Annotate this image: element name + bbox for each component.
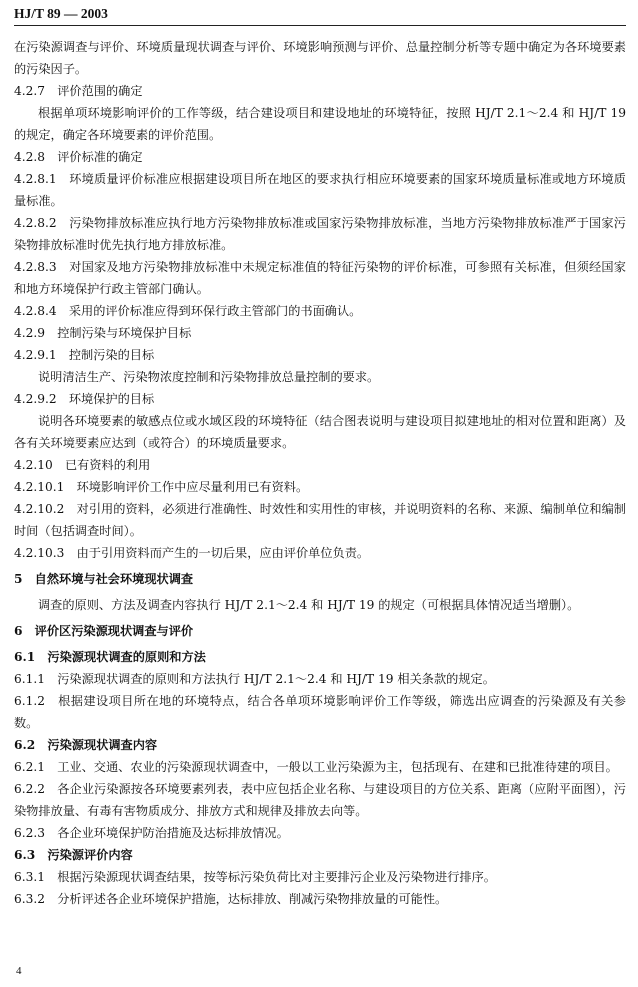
paragraph: 6.3.1 根据污染源现状调查结果，按等标污染负荷比对主要排污企业及污染物进行排序。	[14, 870, 496, 884]
paragraph: 6.3.2 分析评述各企业环境保护措施，达标排放、削减污染物排放量的可能性。	[14, 892, 448, 906]
paragraph: 根据单项环境影响评价的工作等级，结合建设项目和建设地址的环境特征，按照 HJ/T 2.1～2.4 和 HJ/T 19 的规定，确定各环境要素的评价范围。	[14, 106, 630, 142]
paragraph: 6.1.2 根据建设项目所在地的环境特点，结合各单项环境影响评价工作等级，筛选出应调查的污染源及有关参数。	[14, 694, 626, 730]
paragraph: 4.2.8 评价标准的确定	[14, 150, 143, 164]
paragraph: 4.2.9.2 环境保护的目标	[14, 392, 155, 406]
paragraph: 说明各环境要素的敏感点位或水域区段的环境特征（结合图表说明与建设项目拟建地址的相对位置和距离）及各有关环境要素应达到（或符合）的环境质量要求。	[14, 414, 626, 450]
paragraph: 在污染源调查与评价、环境质量现状调查与评价、环境影响预测与评价、总量控制分析等专题中确定为各环境要素的污染因子。	[14, 40, 626, 76]
paragraph: 6.2.2 各企业污染源按各环境要素列表，表中应包括企业名称、与建设项目的方位关系、距离（应附平面图），污染物排放量、有毒有害物质成分、排放方式和规律及排放去向等。	[14, 782, 626, 818]
paragraph: 4.2.8.2 污染物排放标准应执行地方污染物排放标准或国家污染物排放标准，当地方污染物排放标准严于国家污染物排放标准时优先执行地方排放标准。	[14, 216, 626, 252]
paragraph: 4.2.10.3 由于引用资料而产生的一切后果，应由评价单位负责。	[14, 546, 370, 560]
paragraph: 4.2.10.1 环境影响评价工作中应尽量利用已有资料。	[14, 480, 309, 494]
standard-code: HJ/T 89 — 2003	[14, 6, 108, 21]
paragraph: 4.2.8.4 采用的评价标准应得到环保行政主管部门的书面确认。	[14, 304, 362, 318]
paragraph: 6.2.3 各企业环境保护防治措施及达标排放情况。	[14, 826, 289, 840]
paragraph: 4.2.10.2 对引用的资料，必须进行准确性、时效性和实用性的审核，并说明资料的名称、来源、编制单位和编制时间（包括调查时间）。	[14, 502, 626, 538]
paragraph: 调查的原则、方法及调查内容执行 HJ/T 2.1～2.4 和 HJ/T 19 的规定（可根据具体情况适当增删）。	[38, 598, 580, 612]
paragraph: 6.1.1 污染源现状调查的原则和方法执行 HJ/T 2.1～2.4 和 HJ/T 19 相关条款的规定。	[14, 672, 495, 686]
section-heading: 6 评价区污染源现状调查与评价	[14, 624, 194, 638]
paragraph: 4.2.9.1 控制污染的目标	[14, 348, 155, 362]
subsection-heading: 6.1 污染源现状调查的原则和方法	[14, 650, 206, 664]
page-header	[14, 4, 626, 26]
section-heading: 5 自然环境与社会环境现状调查	[14, 572, 194, 586]
paragraph: 4.2.7 评价范围的确定	[14, 84, 143, 98]
paragraph: 说明清洁生产、污染物浓度控制和污染物排放总量控制的要求。	[38, 370, 380, 384]
paragraph: 4.2.10 已有资料的利用	[14, 458, 151, 472]
subsection-heading: 6.3 污染源评价内容	[14, 848, 133, 862]
subsection-heading: 6.2 污染源现状调查内容	[14, 738, 158, 752]
paragraph: 4.2.9 控制污染与环境保护目标	[14, 326, 192, 340]
paragraph: 4.2.8.1 环境质量评价标准应根据建设项目所在地区的要求执行相应环境要素的国家环境质量标准或地方环境质量标准。	[14, 172, 626, 208]
page-number: 4	[16, 965, 22, 977]
paragraph: 6.2.1 工业、交通、农业的污染源现状调查中，一般以工业污染源为主，包括现有、在建和已批准待建的项目。	[14, 760, 618, 774]
document-body	[14, 36, 630, 910]
paragraph: 4.2.8.3 对国家及地方污染物排放标准中未规定标准值的特征污染物的评价标准，可参照有关标准，但须经国家和地方环境保护行政主管部门确认。	[14, 260, 626, 296]
